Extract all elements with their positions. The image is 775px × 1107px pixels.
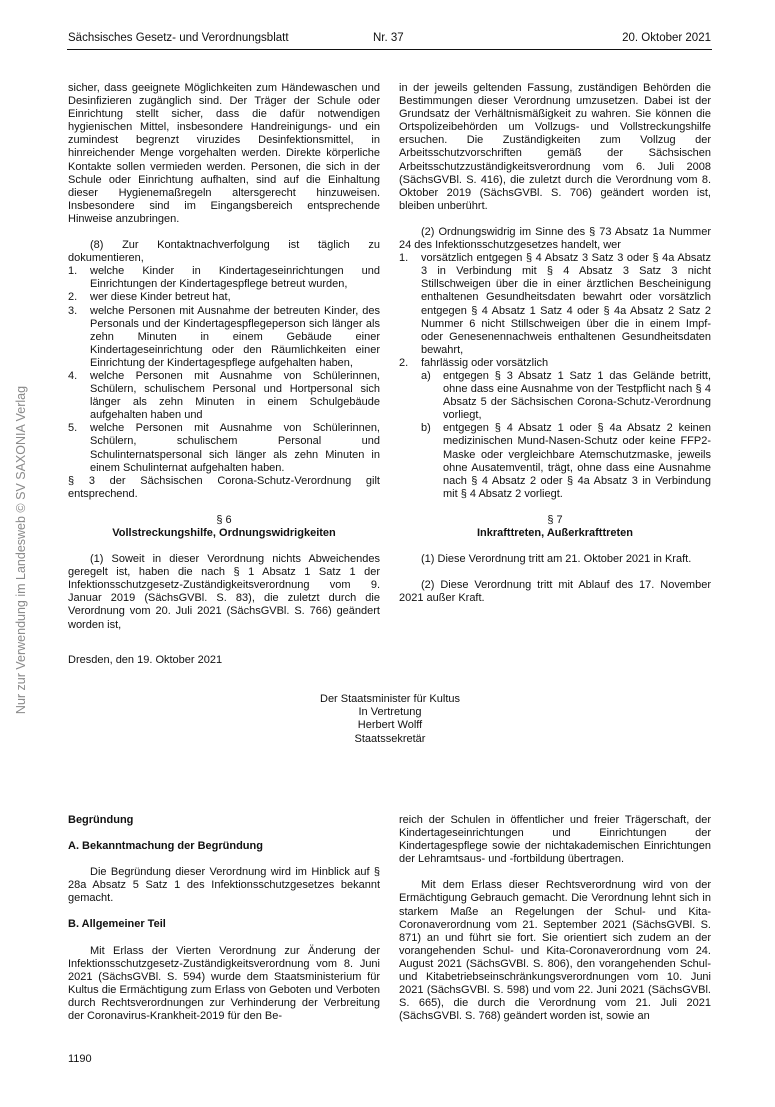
heading-b: B. Allgemeiner Teil	[68, 918, 166, 931]
list-item-text: vorsätzlich entgegen § 4 Absatz 3 Satz 3 oder § 4a Absatz 3 in Verbindung mit § 4 Absatz 3 Satz 3 nicht Stillschweigen über die in einer ärztlichen Bescheinigung enthaltenen Gesundheitsdaten bewahrt oder vorsätzlich entgegen § 4 Absatz 1 Satz 4 oder § 4a Absatz 2 Satz 2 Nummer 6 nicht Stillschweigen über die in einem Impf- oder Genesenennachweis enthaltenen Gesundheitsdaten bewahrt,	[421, 252, 711, 356]
list-item	[68, 265, 380, 291]
list-item-number: 2.	[399, 356, 409, 369]
signature-capacity: In Vertretung	[358, 706, 422, 719]
paragraph-authorities: in der jeweils geltenden Fassung, zuständigen Behörden die Bestimmungen dieser Verordnung umzusetzen. Dabei ist der Grundsatz der Verhältnismäßigkeit zu wahren. Sie können die Ortspolizeibehörden um Vollzugs- und Vollstreckungshilfe ersuchen. Die Zuständigkeiten zum Vollzug der Arbeitsschutzvorschriften gemäß der Sächsischen Arbeitsschutzzuständigkeitsverordnung vom 6. Juli 2008 (SächsGVBl. S. 416), die zuletzt durch die Verordnung vom 8. Oktober 2019 (SächsGVBl. S. 706) geändert worden ist, bleiben unberührt.	[399, 82, 711, 212]
paragraph-b: Mit Erlass der Vierten Verordnung zur Änderung der Infektionsschutzgesetz-Zuständigkeitsverordnung vom 8. Juni 2021 (SächsGVBl. S. 594) wurde dem Staatsministerium für Kultus die Ermächtigung zum Erlass von Geboten und Verboten durch Rechtsverordnungen zur Verhinderung der Verbreitung der Coronavirus-Krankheit-2019 für den Be-	[68, 944, 380, 1023]
paragraph-2-intro: (2) Ordnungswidrig im Sinne des § 73 Absatz 1a Nummer 24 des Infektionsschutzgesetzes handelt, wer	[399, 225, 711, 252]
header-rule	[67, 49, 712, 50]
list-item-number: 1.	[68, 265, 78, 278]
list-item	[68, 291, 380, 304]
section-7-title: Inkrafttreten, Außerkrafttreten	[476, 527, 634, 539]
sub-list-item-text: entgegen § 4 Absatz 1 oder § 4a Absatz 2 keinen medizinischen Mund-Nasen-Schutz oder keine FFP2-Maske oder vergleichbare Atemschutzmaske, jeweils ohne Ausatemventil, trägt, ohne dass eine Ausnahme nach § 4 Absatz 2 oder § 4a Absatz 3 in Verbindung mit § 4 Absatz 2 vorliegt.	[443, 422, 711, 500]
list-item-text: welche Personen mit Ausnahme der betreuten Kinder, des Personals und der Kindertagespflegeperson sich länger als zehn Minuten in einem Gebäude einer Kindertageseinrichtung oder den Räumlichkeiten einer Einrichtung der Kindertagespflege aufgehalten haben,	[90, 304, 380, 369]
heading-begruendung: Begründung	[68, 814, 134, 826]
section-6-title: Vollstreckungshilfe, Ordnungswidrigkeiten	[112, 527, 336, 539]
watermark-text: Nur zur Verwendung im Landesweb © SV SAXONIA Verlag	[14, 385, 28, 715]
paragraph-8-intro: (8) Zur Kontaktnachverfolgung ist täglich zu dokumentieren,	[68, 239, 380, 265]
paragraph-ermaechtigung: Mit dem Erlass dieser Rechtsverordnung wird von der Ermächtigung Gebrauch gemacht. Die Verordnung lehnt sich in starkem Maße an Regelungen der Schul- und Kita-Coronaverordnung vom 21. September 2021 (SächsGVBl. S. 871) an und führt sie fort. Sie orientiert sich zudem an der vorangehenden Schul- und Kita-Coronaverordnung vom 24. August 2021 (SächsGVBl. S. 806), den vorangehenden Schul- und Kitabetriebseinschränkungsverordnungen vom 10. Juni 2021 (SächsGVBl. S. 598) und vom 22. Juni 2021 (SächsGVBl. S. 665), die durch die Verordnung vom 21. Juli 2021 (SächsGVBl. S. 768) geändert worden ist, sowie an	[399, 879, 711, 1023]
section-7-number: § 7	[547, 513, 563, 526]
paragraph-a: Die Begründung dieser Verordnung wird im Hinblick auf § 28a Absatz 5 Satz 1 des Infektionsschutzgesetzes bekannt gemacht.	[68, 866, 380, 905]
list-item-number: 3.	[68, 304, 78, 317]
paragraph-hygiene: sicher, dass geeignete Möglichkeiten zum Händewaschen und Desinfizieren zugänglich sind. Der Träger der Schule oder Einrichtung stellt sicher, dass die dafür notwendigen hygienischen Mittel, insbesondere Handreinigungs- und ein zumindest begrenzt viruzides Desinfektionsmittel, in hinreichender Menge vorgehalten werden. Direkte körperliche Kontakte sollen vermieden werden. Personen, die sich in der Schule oder Einrichtung aufhalten, sind auf die Einhaltung dieser Hygienemaßregeln altersgerecht hinzuweisen. Insbesondere sind im Eingangsbereich entsprechende Hinweise anzubringen.	[68, 82, 380, 225]
list-item-text: welche Personen mit Ausnahme von Schülerinnen, Schülern, schulischem Personal und Hortpersonal sich länger als zehn Minuten in einem Schulgebäude aufgehalten haben und	[90, 369, 380, 422]
list-item	[399, 357, 711, 370]
running-header-title: Sächsisches Gesetz- und Verordnungsblatt	[68, 32, 289, 44]
right-column-top	[399, 82, 711, 605]
page-number: 1190	[68, 1053, 92, 1065]
signatory-name: Herbert Wolff	[357, 719, 423, 732]
sub-list-item	[399, 370, 711, 422]
list-item-number: 5.	[68, 422, 78, 435]
sub-list-item-letter: a)	[421, 369, 431, 382]
paragraph-8-tail: § 3 der Sächsischen Corona-Schutz-Verordnung gilt entsprechend.	[68, 474, 380, 500]
list-item	[399, 252, 711, 357]
list-item	[68, 305, 380, 370]
section-6-paragraph-1: (1) Soweit in dieser Verordnung nichts Abweichendes geregelt ist, haben die nach § 1 Absatz 1 Satz 1 der Infektionsschutzgesetz-Zuständigkeitsverordnung vom 9. Januar 2019 (SächsGVBl. S. 83), die zuletzt durch die Verordnung vom 20. Juli 2021 (SächsGVBl. S. 766) geändert worden ist,	[68, 553, 380, 631]
left-column-top	[68, 82, 380, 632]
left-column-bottom	[68, 814, 380, 1023]
list-item-text: welche Kinder in Kindertageseinrichtungen und Einrichtungen der Kindertagespflege betreut wurden,	[90, 265, 380, 291]
paragraph-continuation: reich der Schulen in öffentlicher und freier Trägerschaft, der Kindertageseinrichtungen und Einrichtungen der Kindertagespflege sowie der nichtakademischen Einrichtungen der Lehramtsaus- und -fortbildung übertragen.	[399, 814, 711, 866]
section-7-paragraph-1: (1) Diese Verordnung tritt am 21. Oktober 2021 in Kraft.	[421, 553, 692, 566]
section-7-paragraph-2: (2) Diese Verordnung tritt mit Ablauf des 17. November 2021 außer Kraft.	[399, 579, 711, 605]
heading-a: A. Bekanntmachung der Begründung	[68, 840, 263, 853]
signatory-title: Staatssekretär	[354, 732, 426, 745]
list-item	[68, 422, 380, 474]
sub-list-item-letter: b)	[421, 422, 431, 435]
signature-office: Der Staatsminister für Kultus	[320, 693, 460, 705]
sub-list-item	[399, 422, 711, 501]
list-item-number: 2.	[68, 291, 78, 304]
list-item-number: 4.	[68, 369, 78, 382]
list-item	[68, 370, 380, 422]
sub-list-item-text: entgegen § 3 Absatz 1 Satz 1 das Gelände betritt, ohne dass eine Ausnahme von der Testpflicht nach § 4 Absatz 5 der Sächsischen Corona-Schutz-Verordnung vorliegt,	[443, 369, 711, 422]
list-item-number: 1.	[399, 252, 409, 265]
right-column-bottom	[399, 814, 711, 1023]
issue-date: 20. Oktober 2021	[622, 32, 711, 44]
list-item-text: wer diese Kinder betreut hat,	[90, 291, 231, 304]
issue-number: Nr. 37	[373, 32, 404, 44]
list-item-text: welche Personen mit Ausnahme von Schülerinnen, Schülern, schulischem Personal und Schulinternatspersonal sich länger als zehn Minuten in einem Schulinternat aufgehalten haben.	[90, 422, 380, 474]
list-item-text: fahrlässig oder vorsätzlich	[421, 356, 549, 369]
section-6-number: § 6	[216, 513, 232, 526]
place-date: Dresden, den 19. Oktober 2021	[68, 654, 223, 666]
signature-block	[290, 693, 490, 746]
